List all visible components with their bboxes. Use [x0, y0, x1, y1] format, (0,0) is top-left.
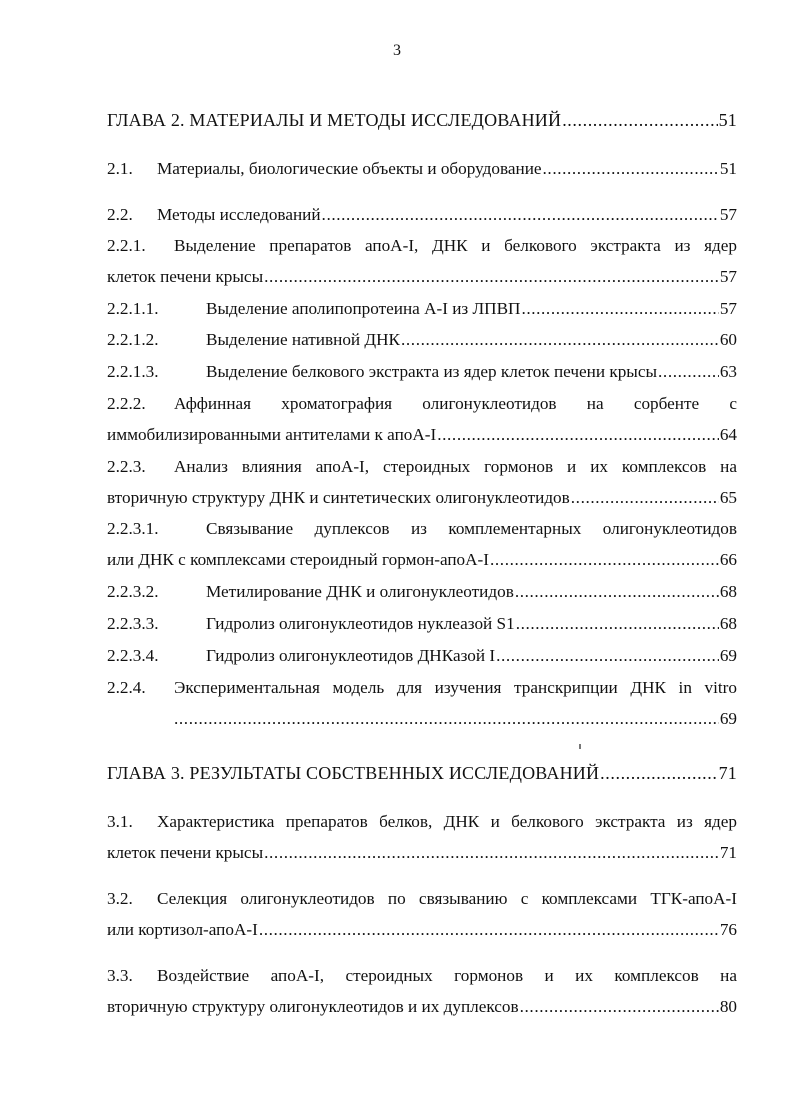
toc-title-line2: клеток печени крысы — [107, 267, 264, 286]
toc-entry-2-2-2[interactable] — [107, 393, 737, 446]
leader-dots — [259, 919, 719, 941]
toc-page: 57 — [719, 205, 737, 224]
toc-chapter-2[interactable] — [107, 109, 737, 131]
toc-title: Выделение белкового экстракта из ядер клеток печени крысы — [206, 362, 658, 381]
leader-dots — [264, 842, 719, 864]
toc-title-line1: Воздействие апоА-I, стероидных гормонов и их комплексов на — [157, 966, 737, 985]
leader-dots — [490, 549, 719, 571]
toc-title-line2: клеток печени крысы — [107, 843, 264, 862]
toc-number: 2.2.1. — [107, 236, 146, 255]
toc-title: Гидролиз олигонуклеотидов ДНКазой I — [206, 646, 496, 665]
toc-title-line1: Связывание дуплексов из комплементарных олигонуклеотидов — [206, 519, 737, 538]
toc-title-line2: вторичную структуру олигонуклеотидов и их дуплексов — [107, 997, 519, 1016]
toc-title: Материалы, биологические объекты и оборудование — [157, 159, 542, 178]
toc-page: 69 — [719, 646, 737, 665]
toc-entry-2-2-3-3[interactable] — [107, 613, 737, 635]
toc-page: 57 — [719, 267, 737, 286]
toc-page: 71 — [718, 763, 737, 783]
toc-page: 65 — [719, 488, 737, 507]
toc-number: 2.2.1.2. — [107, 330, 159, 349]
toc-page: 57 — [719, 299, 737, 318]
toc-entry-2-2-1-1[interactable] — [107, 298, 737, 320]
leader-dots — [496, 645, 719, 667]
leader-dots — [401, 329, 719, 351]
toc-page: 69 — [719, 709, 737, 728]
toc-entry-3-2[interactable] — [107, 888, 737, 941]
toc-entry-2-2-4[interactable] — [107, 677, 737, 730]
toc-title-line2: или кортизол-апоА-I — [107, 920, 258, 939]
toc-title-line1: Селекция олигонуклеотидов по связыванию с комплексами ТГК-апоА-I — [157, 889, 737, 908]
toc-title-line2: иммобилизированными антителами к апоА-I — [107, 425, 437, 444]
toc-title: Гидролиз олигонуклеотидов нуклеазой S1 — [206, 614, 515, 633]
leader-dots — [515, 581, 719, 603]
toc-entry-2-2-3-1[interactable] — [107, 518, 737, 571]
leader-dots — [520, 996, 719, 1018]
toc-title: ГЛАВА 2. МАТЕРИАЛЫ И МЕТОДЫ ИССЛЕДОВАНИЙ — [107, 110, 562, 130]
toc-number: 2.2.3.3. — [107, 614, 159, 633]
toc-number: 2.2.3.4. — [107, 646, 159, 665]
toc-entry-2-2[interactable] — [107, 204, 737, 226]
toc-number: 3.2. — [107, 889, 133, 908]
toc-entry-2-2-1-2[interactable] — [107, 329, 737, 351]
toc-number: 2.2.1.1. — [107, 299, 159, 318]
toc-number: 2.1. — [107, 159, 133, 178]
toc-page: 68 — [719, 614, 737, 633]
leader-dots — [322, 204, 719, 226]
toc-entry-2-2-1[interactable] — [107, 235, 737, 288]
toc-entry-2-1[interactable] — [107, 158, 737, 180]
leader-dots — [264, 266, 719, 288]
leader-dots — [658, 361, 719, 383]
toc-entry-3-3[interactable] — [107, 965, 737, 1018]
toc-page: 63 — [719, 362, 737, 381]
toc-page: 51 — [719, 159, 737, 178]
leader-dots — [571, 487, 719, 509]
toc-title-line1: Выделение препаратов апоА-I, ДНК и белкового экстракта из ядер — [174, 236, 737, 255]
toc-number: 2.2.1.3. — [107, 362, 159, 381]
toc-page: 66 — [719, 550, 737, 569]
toc-number: 2.2.4. — [107, 678, 146, 697]
leader-dots — [174, 708, 719, 730]
toc-number: 3.3. — [107, 966, 133, 985]
toc-entry-2-2-3-4[interactable] — [107, 645, 737, 667]
toc-title: Выделение нативной ДНК — [206, 330, 401, 349]
leader-dots — [562, 109, 717, 131]
scan-speck — [579, 744, 581, 749]
leader-dots — [437, 424, 719, 446]
toc-title: Метилирование ДНК и олигонуклеотидов — [206, 582, 514, 601]
leader-dots — [543, 158, 719, 180]
toc-title-line1: Характеристика препаратов белков, ДНК и белкового экстракта из ядер — [157, 812, 737, 831]
toc-number: 2.2.3.1. — [107, 519, 159, 538]
toc-title-line1: Анализ влияния апоА-I, стероидных гормонов и их комплексов на — [174, 457, 737, 476]
leader-dots — [516, 613, 719, 635]
toc-number: 2.2. — [107, 205, 133, 224]
toc-number: 2.2.3. — [107, 457, 146, 476]
toc-page: 71 — [719, 843, 737, 862]
toc-title-line2: или ДНК с комплексами стероидный гормон-апоА-I — [107, 550, 490, 569]
toc-title-line1: Экспериментальная модель для изучения транскрипции ДНК in vitro — [174, 678, 737, 697]
toc-page: 76 — [719, 920, 737, 939]
toc-title: Методы исследований — [157, 205, 321, 224]
toc-page: 80 — [719, 997, 737, 1016]
toc-entry-2-2-1-3[interactable] — [107, 361, 737, 383]
toc-page: 68 — [719, 582, 737, 601]
toc-page: 60 — [719, 330, 737, 349]
toc-title: ГЛАВА 3. РЕЗУЛЬТАТЫ СОБСТВЕННЫХ ИССЛЕДОВАНИЙ — [107, 763, 600, 783]
page-number: 3 — [393, 42, 401, 59]
leader-dots — [600, 762, 717, 784]
toc-title-line2: вторичную структуру ДНК и синтетических олигонуклеотидов — [107, 488, 570, 507]
toc-entry-2-2-3[interactable] — [107, 456, 737, 509]
toc-number: 2.2.3.2. — [107, 582, 159, 601]
toc-page: 64 — [719, 425, 737, 444]
toc-page: 51 — [718, 110, 737, 130]
leader-dots — [521, 298, 718, 320]
toc-title-line1: Аффинная хроматография олигонуклеотидов на сорбенте с — [174, 394, 737, 413]
toc-chapter-3[interactable] — [107, 762, 737, 784]
toc-title: Выделение аполипопротеина А-I из ЛПВП — [206, 299, 521, 318]
toc-number: 2.2.2. — [107, 394, 146, 413]
toc-entry-2-2-3-2[interactable] — [107, 581, 737, 603]
toc-entry-3-1[interactable] — [107, 811, 737, 864]
toc-number: 3.1. — [107, 812, 133, 831]
